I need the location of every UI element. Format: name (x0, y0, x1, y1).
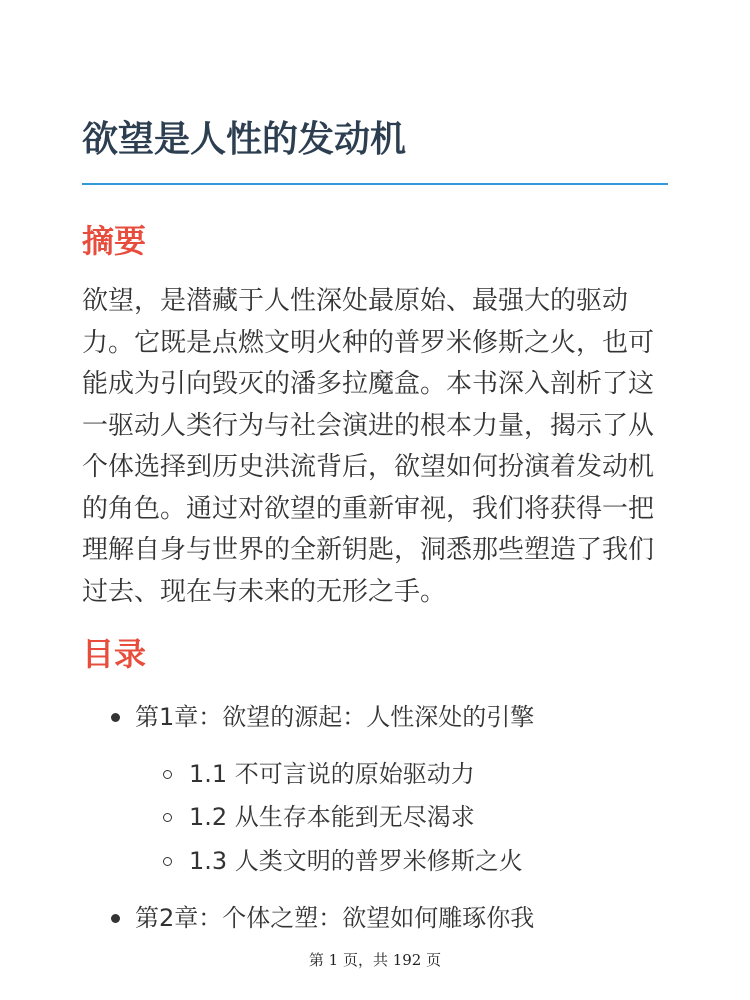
toc-heading: 目录 (82, 635, 147, 673)
title-divider (82, 183, 668, 185)
bullet-circle-icon (163, 770, 172, 779)
bullet-disc-icon (111, 713, 120, 722)
bullet-circle-icon (163, 857, 172, 866)
bullet-circle-icon (163, 813, 172, 822)
document-title: 欲望是人性的发动机 (82, 119, 407, 160)
toc-chapter-1[interactable]: 第1章：欲望的源起：人性深处的引擎 (135, 703, 535, 731)
bullet-disc-icon (111, 914, 120, 923)
abstract-text: 欲望，是潜藏于人性深处最原始、最强大的驱动力。它既是点燃文明火种的普罗米修斯之火，也可能成为引向毁灭的潘多拉魔盒。本书深入剖析了这一驱动人类行为与社会演进的根本力量，揭示了从个体选择到历史洪流背后，欲望如何扮演着发动机的角色。通过对欲望的重新审视，我们将获得一把理解自身与世界的全新钥匙，洞悉那些塑造了我们过去、现在与未来的无形之手。 (82, 286, 655, 607)
page-number: 第 1 页，共 192 页 (308, 951, 442, 969)
abstract-heading: 摘要 (82, 222, 147, 260)
toc-section-1-2[interactable]: 1.2 从生存本能到无尽渴求 (189, 803, 475, 831)
toc-section-1-3[interactable]: 1.3 人类文明的普罗米修斯之火 (189, 847, 523, 875)
toc-section-1-1[interactable]: 1.1 不可言说的原始驱动力 (189, 760, 475, 788)
toc-chapter-2[interactable]: 第2章：个体之塑：欲望如何雕琢你我 (135, 904, 535, 932)
